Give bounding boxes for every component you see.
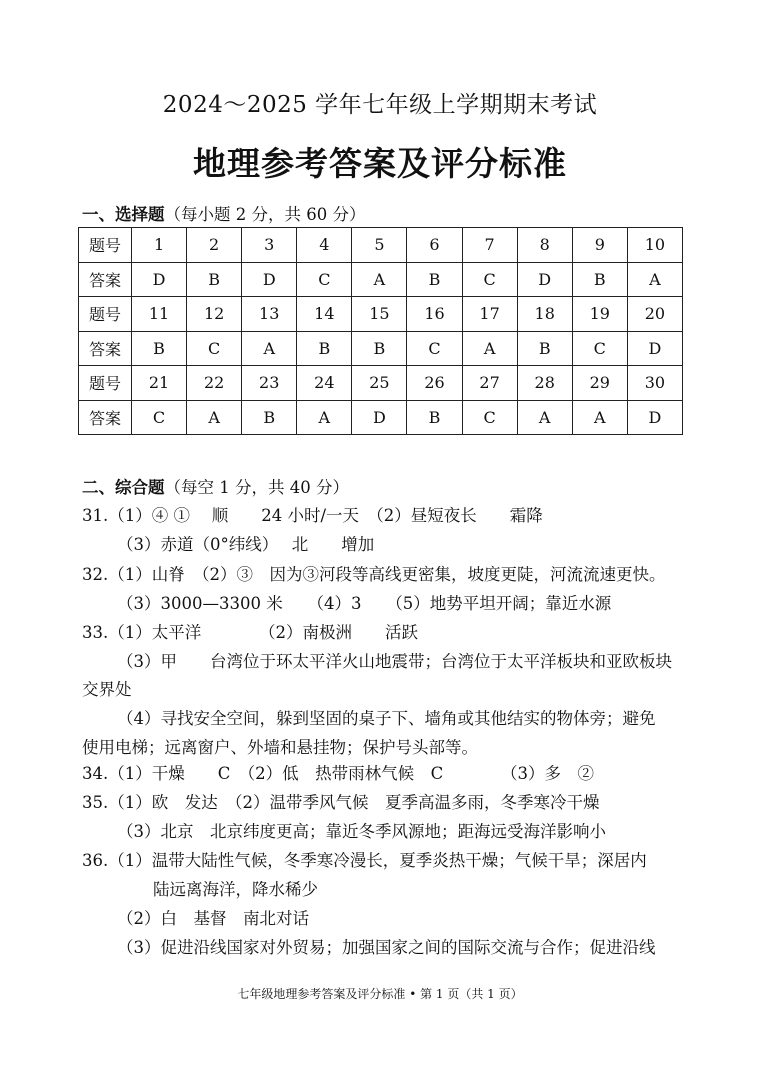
question-number-cell: 4 — [297, 228, 352, 263]
row-label-cell: 答案 — [79, 400, 132, 435]
answer-cell: D — [242, 262, 297, 297]
question-number-cell: 22 — [187, 366, 242, 401]
answer-cell: C — [132, 400, 187, 435]
section-1-heading — [82, 201, 365, 225]
answer-cell: A — [462, 331, 517, 366]
answer-cell: C — [462, 262, 517, 297]
row-label-cell: 题号 — [79, 297, 132, 332]
question-number-cell: 21 — [132, 366, 187, 401]
question-number-cell: 27 — [462, 366, 517, 401]
answer-cell: A — [297, 400, 352, 435]
answer-line: 34.（1）干燥 C （2）低 热带雨林气候 C （3）多 ② — [82, 764, 594, 783]
question-number-cell: 30 — [627, 366, 682, 401]
answer-cell: B — [572, 262, 627, 297]
section-1-note: （每小题 2 分，共 60 分） — [164, 205, 366, 224]
answer-cell: A — [572, 400, 627, 435]
answer-cell: A — [352, 262, 407, 297]
question-number-cell: 13 — [242, 297, 297, 332]
question-number-cell: 7 — [462, 228, 517, 263]
answer-cell: C — [462, 400, 517, 435]
answer-line: （3）甲 台湾位于环太平洋火山地震带；台湾位于太平洋板块和亚欧板块 — [117, 652, 672, 671]
question-number-cell: 5 — [352, 228, 407, 263]
answer-cell: B — [407, 262, 462, 297]
answer-line: 使用电梯；远离窗户、外墙和悬挂物；保护号头部等。 — [82, 738, 478, 757]
question-number-cell: 20 — [627, 297, 682, 332]
answer-cell: B — [132, 331, 187, 366]
answer-cell: C — [407, 331, 462, 366]
answer-cell: C — [297, 262, 352, 297]
answer-cell: B — [407, 400, 462, 435]
answer-line: 35.（1）欧 发达 （2）温带季风气候 夏季高温多雨，冬季寒冷干燥 — [82, 793, 600, 812]
answer-line: 陆远离海洋，降水稀少 — [153, 880, 318, 899]
answer-line: （3）促进沿线国家对外贸易；加强国家之间的国际交流与合作；促进沿线 — [117, 938, 656, 957]
answer-cell: B — [517, 331, 572, 366]
answer-line: （2）白 基督 南北对话 — [117, 909, 309, 928]
question-number-cell: 26 — [407, 366, 462, 401]
question-row — [79, 297, 683, 332]
answer-row — [79, 262, 683, 297]
question-number-cell: 17 — [462, 297, 517, 332]
answer-line: 交界处 — [82, 680, 132, 699]
question-number-cell: 3 — [242, 228, 297, 263]
page-title: 2024～2025 学年七年级上学期期末考试 — [162, 92, 598, 118]
question-number-cell: 14 — [297, 297, 352, 332]
answer-cell: D — [627, 331, 682, 366]
question-number-cell: 1 — [132, 228, 187, 263]
answer-line: 31.（1）④ ① 顺 24 小时/一天 （2）昼短夜长 霜降 — [82, 506, 543, 525]
question-number-cell: 29 — [572, 366, 627, 401]
answer-cell: C — [572, 331, 627, 366]
answer-line: （3）北京 北京纬度更高；靠近冬季风源地；距海远受海洋影响小 — [117, 822, 606, 841]
question-number-cell: 8 — [517, 228, 572, 263]
answer-cell: B — [187, 262, 242, 297]
answer-cell: D — [352, 400, 407, 435]
answer-line: （3）赤道（0°纬线） 北 增加 — [117, 535, 375, 554]
answer-cell: D — [627, 400, 682, 435]
question-number-cell: 18 — [517, 297, 572, 332]
answer-cell: D — [132, 262, 187, 297]
page-subtitle: 地理参考答案及评分标准 — [193, 144, 567, 183]
answer-line: （4）寻找安全空间，躲到坚固的桌子下、墙角或其他结实的物体旁；避免 — [117, 709, 656, 728]
section-2-label: 二、综合题 — [82, 478, 165, 497]
answer-table — [78, 227, 683, 435]
section-2-heading — [82, 474, 349, 498]
answer-line: （3）3000—3300 米 （4）3 （5）地势平坦开阔；靠近水源 — [117, 594, 612, 613]
answer-cell: C — [187, 331, 242, 366]
question-row — [79, 228, 683, 263]
answer-cell: D — [517, 262, 572, 297]
question-number-cell: 11 — [132, 297, 187, 332]
row-label-cell: 答案 — [79, 331, 132, 366]
section-1-label: 一、选择题 — [82, 205, 165, 224]
question-number-cell: 10 — [627, 228, 682, 263]
row-label-cell: 答案 — [79, 262, 132, 297]
question-number-cell: 15 — [352, 297, 407, 332]
question-number-cell: 25 — [352, 366, 407, 401]
question-number-cell: 24 — [297, 366, 352, 401]
question-number-cell: 12 — [187, 297, 242, 332]
question-number-cell: 19 — [572, 297, 627, 332]
question-number-cell: 16 — [407, 297, 462, 332]
question-row — [79, 366, 683, 401]
answer-cell: A — [242, 331, 297, 366]
row-label-cell: 题号 — [79, 228, 132, 263]
answer-line: 32.（1）山脊 （2）③ 因为③河段等高线更密集，坡度更陡，河流流速更快。 — [82, 565, 666, 584]
answer-cell: A — [627, 262, 682, 297]
section-2-note: （每空 1 分，共 40 分） — [164, 478, 349, 497]
answer-cell: B — [242, 400, 297, 435]
answer-row — [79, 331, 683, 366]
question-number-cell: 6 — [407, 228, 462, 263]
question-number-cell: 23 — [242, 366, 297, 401]
question-number-cell: 9 — [572, 228, 627, 263]
answer-cell: B — [352, 331, 407, 366]
page-footer: 七年级地理参考答案及评分标准 • 第 1 页（共 1 页） — [237, 987, 523, 1001]
question-number-cell: 28 — [517, 366, 572, 401]
question-number-cell: 2 — [187, 228, 242, 263]
answer-line: 36.（1）温带大陆性气候，冬季寒冷漫长，夏季炎热干燥；气候干旱；深居内 — [82, 851, 647, 870]
answer-cell: A — [187, 400, 242, 435]
answer-row — [79, 400, 683, 435]
answer-line: 33.（1）太平洋 （2）南极洲 活跃 — [82, 623, 418, 642]
answer-cell: B — [297, 331, 352, 366]
answer-cell: A — [517, 400, 572, 435]
row-label-cell: 题号 — [79, 366, 132, 401]
